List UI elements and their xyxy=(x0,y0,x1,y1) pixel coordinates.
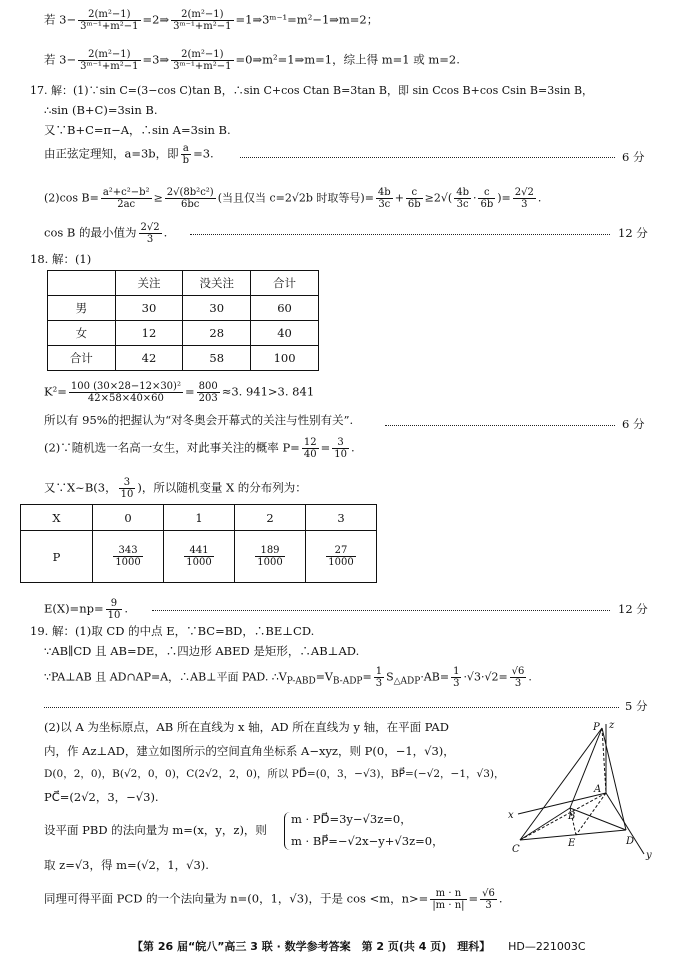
edge-PB xyxy=(570,728,602,808)
fraction: $\frac{2√2}{3}$ xyxy=(140,222,160,245)
table-cell: 2 xyxy=(235,505,306,531)
table-cell: P xyxy=(21,531,93,583)
table-cell: 没关注 xyxy=(183,271,251,296)
table-row xyxy=(48,296,319,321)
fraction: $\frac{m \cdot n}{|m \cdot n|}$ xyxy=(432,888,465,911)
table-cell: 30 xyxy=(183,296,251,321)
fraction: $\frac{√6}{3}$ xyxy=(511,666,525,689)
table-cell: 42 xyxy=(115,346,183,371)
table-cell: 合计 xyxy=(48,346,116,371)
fraction: $\frac{2√2}{3}$ xyxy=(514,187,534,210)
q18-line-3: (2)∵随机选一名高一女生，对此事关注的概率 P= $\frac{12}{40}$ = $\frac{3}{10}$ . xyxy=(44,437,355,460)
fraction: $\frac{9}{10}$ xyxy=(107,598,121,621)
table-cell: 男 xyxy=(48,296,116,321)
table-row xyxy=(21,505,377,531)
fraction: $\frac{3}{10}$ xyxy=(120,477,134,500)
table-cell: 12 xyxy=(115,321,183,346)
table-cell: 60 xyxy=(251,296,319,321)
score-mark: 6 分 xyxy=(622,150,645,164)
q19-line-4: (2)以 A 为坐标原点，AB 所在直线为 x 轴，AD 所在直线为 y 轴，在平面 PAD xyxy=(44,720,449,734)
score-mark: 12 分 xyxy=(618,602,648,616)
score-mark: 6 分 xyxy=(622,417,645,431)
fraction: $\frac{a}{b}$ xyxy=(182,143,190,166)
table-cell: 合计 xyxy=(251,271,319,296)
fraction: $\frac{\text{2√(8b²c²)}}{6bc}$ xyxy=(166,187,214,210)
label-y: y xyxy=(646,850,652,861)
q19-line-5: 内，作 Az⊥AD，建立如图所示的空间直角坐标系 A−xyz，则 P(0，−1，√3)， xyxy=(44,744,455,758)
fraction: $\frac{343}{1000}$ xyxy=(115,545,141,568)
fraction: $\frac{3}{10}$ xyxy=(334,437,347,460)
table-cell: 30 xyxy=(115,296,183,321)
fraction: $\frac{\text{2(m²−1)}}{\text{3ᵐ⁻¹+m²−1}}$ xyxy=(173,49,232,72)
q19-line-3: ∵PA⊥AB 且 AD∩AP=A，∴AB⊥平面 PAD. $\therefore V_{P-ABD}=V_{B-ADP}=$ $\frac{1}{3}$ $S_{\triangle ADP}\cdot AB=$ $\frac{1}{3}$ ·√3·√2= $\frac{√6}{3}$ . xyxy=(44,666,532,689)
table-cell: X xyxy=(21,505,93,531)
table-cell xyxy=(164,531,235,583)
table-cell: 女 xyxy=(48,321,116,346)
dot-leader xyxy=(385,425,615,426)
table-cell: 1 xyxy=(164,505,235,531)
fraction: $\frac{\text{a²+c²−b²}}{2ac}$ xyxy=(102,187,150,210)
q19-line-8: 设平面 PBD 的法向量为 m=(x，y，z)，则 xyxy=(44,823,267,837)
edge-BC xyxy=(520,808,570,840)
q18-line-5: E(X)=np= $\frac{9}{10}$ . xyxy=(44,598,128,621)
equation: m · PD⃗=3y−√3z=0， xyxy=(291,812,412,826)
table-cell: 58 xyxy=(183,346,251,371)
fraction: $\frac{4b}{3c}$ xyxy=(456,187,469,210)
q17-line-6: cos B 的最小值为 $\frac{2√2}{3}$ . xyxy=(44,222,168,245)
fraction: $\frac{c}{6b}$ xyxy=(480,187,494,210)
dot-leader xyxy=(190,234,610,235)
fraction: $\frac{√6}{3}$ xyxy=(482,888,495,911)
q19-line-6: D(0，2，0)，B(√2，0，0)，C(2√2，2，0)，所以 PD⃗=(0，3，−√3)，BP⃗=(−√2，−1，√3)， xyxy=(44,768,505,780)
label-z: z xyxy=(609,720,615,731)
q19-line-9: 取 z=√3，得 m=(√2，1，√3). xyxy=(44,858,209,872)
q19-line-7: PC⃗=(2√2，3，−√3). xyxy=(44,790,159,804)
y-axis xyxy=(606,793,644,854)
label-C: C xyxy=(512,844,520,855)
q19-line-2: ∵AB∥CD 且 AB=DE，∴四边形 ABED 是矩形，∴AB⊥AD. xyxy=(44,644,360,658)
table-cell: 0 xyxy=(93,505,164,531)
q18-line-4: 又∵X~B(3， $\frac{3}{10}$ )，所以随机变量 X 的分布列为： xyxy=(44,477,307,500)
dot-leader xyxy=(240,157,615,158)
footer-code: HD—221003C xyxy=(508,940,586,953)
dot-leader xyxy=(44,707,619,708)
table-row xyxy=(21,531,377,583)
table-cell: 100 xyxy=(251,346,319,371)
equation: m · BP⃗=−√2x−y+√3z=0， xyxy=(291,834,444,848)
table-cell: 40 xyxy=(251,321,319,346)
table-cell xyxy=(306,531,377,583)
fraction: $\frac{1}{3}$ xyxy=(453,666,460,689)
q17-line-3: 又∵B+C=π−A，∴sin A=3sin B. xyxy=(44,123,231,137)
score-mark: 5 分 xyxy=(625,699,648,713)
fraction: $\frac{12}{40}$ xyxy=(303,437,317,460)
table-cell xyxy=(235,531,306,583)
fraction: $\frac{1}{3}$ xyxy=(375,666,383,689)
table-cell xyxy=(93,531,164,583)
table-cell xyxy=(48,271,116,296)
table-cell: 28 xyxy=(183,321,251,346)
fraction: $\frac{\text{100 (30×28−12×30)²}}{42\times 58\times 40\times 60}$ xyxy=(70,381,181,404)
table-cell: 3 xyxy=(306,505,377,531)
fraction: $\frac{441}{1000}$ xyxy=(186,545,212,568)
score-mark: 12 分 xyxy=(618,226,648,240)
fraction: $\frac{c}{6b}$ xyxy=(407,187,421,210)
fraction: $\frac{\text{2(m²−1)}}{\text{3ᵐ⁻¹+m²−1}}$ xyxy=(80,49,139,72)
q17-line-1: 17. 解：(1)∵sin C=(3−cos C)tan B，∴sin C+cos Ctan B=3tan B，即 sin Ccos B+cos Csin B=3sin B， xyxy=(30,84,594,97)
fraction: $\frac{27}{1000}$ xyxy=(328,545,354,568)
k-square-line: K²= $\frac{\text{100 (30×28−12×30)²}}{42\times 58\times 40\times 60}$ = $\frac{800}{203}$ ≈3. 941>3. 841 xyxy=(44,381,315,404)
q19-line-1: 19. 解：(1)取 CD 的中点 E，∵BC=BD，∴BE⊥CD. xyxy=(30,624,315,638)
label-D: D xyxy=(626,836,635,847)
fraction: $\frac{\text{2(m²−1)}}{\text{3ᵐ⁻¹+m²−1}}$ xyxy=(80,9,139,32)
page-footer xyxy=(132,938,586,954)
table-row xyxy=(48,346,319,371)
dot-leader xyxy=(152,610,610,611)
q19-line-10: 同理可得平面 PCD 的一个法向量为 n=(0，1，√3)，于是 cos <m，n>= $\frac{m \cdot n}{|m \cdot n|}$ = $\frac{√6}{3}$ . xyxy=(44,888,503,911)
fraction: $\frac{\text{2(m²−1)}}{\text{3ᵐ⁻¹+m²−1}}$ xyxy=(173,9,232,32)
table-row xyxy=(48,321,319,346)
top-line-2: 若 3− $\frac{\text{2(m²−1)}}{\text{3ᵐ⁻¹+m²−1}}$ =3⇒ $\frac{\text{2(m²−1)}}{\text{3ᵐ⁻¹+m²−1}}$ =0⇒m²=1⇒m=1，综上得 m=1 或 m=2. xyxy=(44,49,460,72)
fraction: $\frac{189}{1000}$ xyxy=(257,545,283,568)
edge-PC xyxy=(520,728,602,840)
footer-text: 【第 26 届“皖八”高三 3 联 · 数学参考答案 第 2 页(共 4 页) 理科】 xyxy=(132,940,491,953)
contingency-table xyxy=(47,270,319,371)
table-cell: 关注 xyxy=(115,271,183,296)
label-x: x xyxy=(508,810,514,821)
fraction: $\frac{4b}{3c}$ xyxy=(377,187,391,210)
pyramid-figure xyxy=(498,718,658,868)
label-B: B xyxy=(568,811,576,822)
distribution-table xyxy=(20,504,377,583)
q17-line-5: (2)cos B= $\frac{\text{a²+c²−b²}}{2ac}$ ≥ $\frac{\text{2√(8b²c²)}}{6bc}$ (当且仅当 c=2√2b 时取等号)= $\frac{4b}{3c}$ + $\frac{c}{6b}$ ≥2√( $\frac{4b}{3c}$ · $\frac{c}{6b}$ )= $\frac{2√2}{3}$ . xyxy=(44,187,542,210)
top-line-1: 若 3− $\frac{\text{2(m²−1)}}{\text{3ᵐ⁻¹+m²−1}}$ =2⇒ $\frac{\text{2(m²−1)}}{\text{3ᵐ⁻¹+m²−1}}$ =1⇒3ᵐ⁻¹=m²−1⇒m=2； xyxy=(44,9,379,32)
label-A: A xyxy=(594,784,602,795)
q18-line-1: 18. 解：(1) xyxy=(30,252,92,266)
label-E: E xyxy=(568,838,576,849)
q18-line-2: 所以有 95%的把握认为“对冬奥会开幕式的关注与性别有关”. xyxy=(44,413,354,427)
equation-system xyxy=(284,812,444,850)
q17-line-2: ∴sin (B+C)=3sin B. xyxy=(44,103,158,117)
label-P: P xyxy=(593,722,600,733)
q17-line-4: 由正弦定理知，a=3b，即 $\frac{a}{b}$ =3. xyxy=(44,143,214,166)
fraction: $\frac{800}{203}$ xyxy=(198,381,218,404)
